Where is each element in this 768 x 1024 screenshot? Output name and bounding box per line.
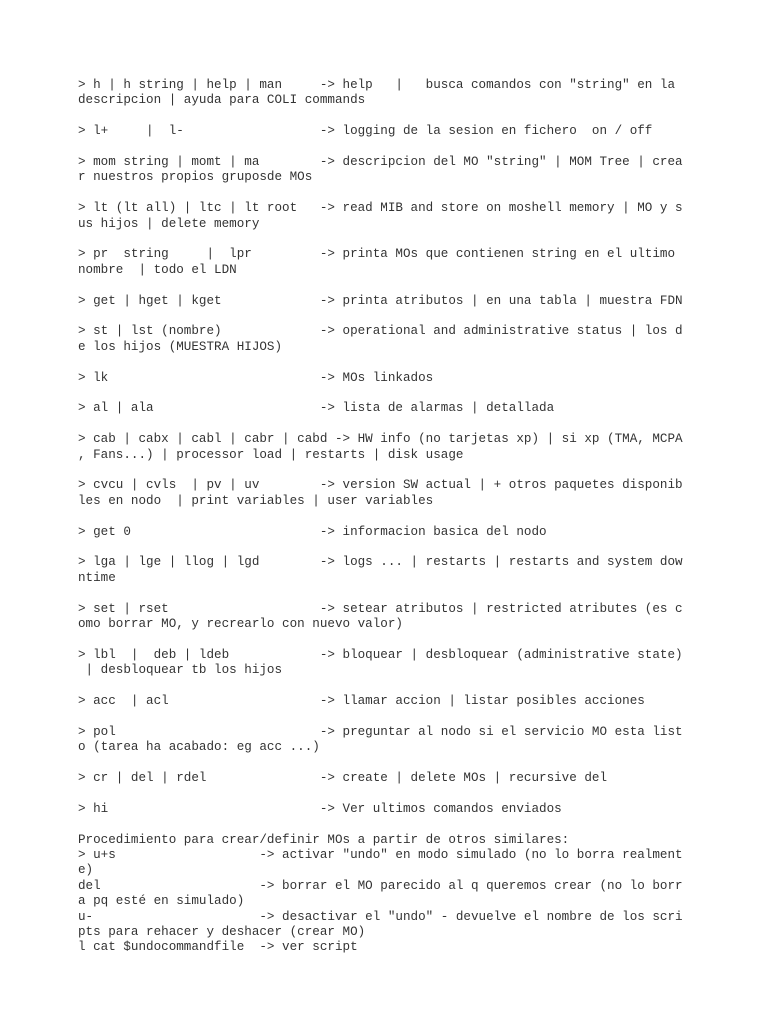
command-entry-lt: > lt (lt all) | ltc | lt root -> read MIB and store on moshell memory | MO y s us hijos | delete memory (78, 201, 683, 231)
document-page (78, 78, 698, 956)
procedure-line-us: > u+s -> activar "undo" en modo simulado (no lo borra realment e) (78, 848, 683, 878)
command-entry-get: > get | hget | kget -> printa atributos | en una tabla | muestra FDN (78, 293, 683, 308)
command-entry-cvcu: > cvcu | cvls | pv | uv -> version SW actual | + otros paquetes disponib les en nodo | print variables | user variables (78, 478, 683, 508)
command-entry-acc: > acc | acl -> llamar accion | listar posibles acciones (78, 694, 645, 709)
command-entry-lk: > lk -> MOs linkados (78, 370, 434, 385)
command-entry-get0: > get 0 -> informacion basica del nodo (78, 524, 547, 539)
command-entry-logging: > l+ | l- -> logging de la sesion en fichero on / off (78, 124, 653, 139)
command-entry-cr: > cr | del | rdel -> create | delete MOs | recursive del (78, 771, 608, 786)
procedure-line-del: del -> borrar el MO parecido al q queremos crear (no lo borr a pq esté en simulado) (78, 878, 683, 909)
command-entry-pol: > pol -> preguntar al nodo si el servicio MO esta list o (tarea ha acabado: eg acc ...) (78, 724, 683, 755)
command-entry-lbl: > lbl | deb | ldeb -> bloquear | desbloquear (administrative state) | desbloquear tb los hijos (78, 647, 683, 678)
command-entry-cab: > cab | cabx | cabl | cabr | cabd -> HW info (no tarjetas xp) | si xp (TMA, MCPA , Fans...) | processor load | restarts | disk usage (78, 432, 683, 462)
command-entry-lga: > lga | lge | llog | lgd -> logs ... | restarts | restarts and system dow ntime (78, 555, 683, 585)
command-entry-pr: > pr string | lpr -> printa MOs que contienen string en el ultimo nombre | todo el LDN (78, 247, 676, 277)
procedure-heading: Procedimiento para crear/definir MOs a partir de otros similares: (78, 832, 570, 847)
command-entry-st: > st | lst (nombre) -> operational and administrative status | los d e los hijos (MUESTRA HIJOS) (78, 324, 683, 354)
command-entry-help: > h | h string | help | man -> help | busca comandos con "string" en la descripcion | ayuda para COLI commands (78, 78, 676, 108)
command-entry-al: > al | ala -> lista de alarmas | detallada (78, 401, 555, 416)
command-entry-mom: > mom string | momt | ma -> descripcion del MO "string" | MOM Tree | crea r nuestros propios gruposde MOs (78, 155, 683, 185)
procedure-line-u: u- -> desactivar el "undo" - devuelve el nombre de los scri pts para rehacer y deshacer (crear MO) (78, 909, 683, 940)
procedure-line-cat: l cat $undocommandfile -> ver script (78, 940, 358, 955)
command-entry-hi: > hi -> Ver ultimos comandos enviados (78, 801, 562, 816)
command-entry-set: > set | rset -> setear atributos | restricted atributes (es c omo borrar MO, y recrearlo con nuevo valor) (78, 601, 683, 632)
